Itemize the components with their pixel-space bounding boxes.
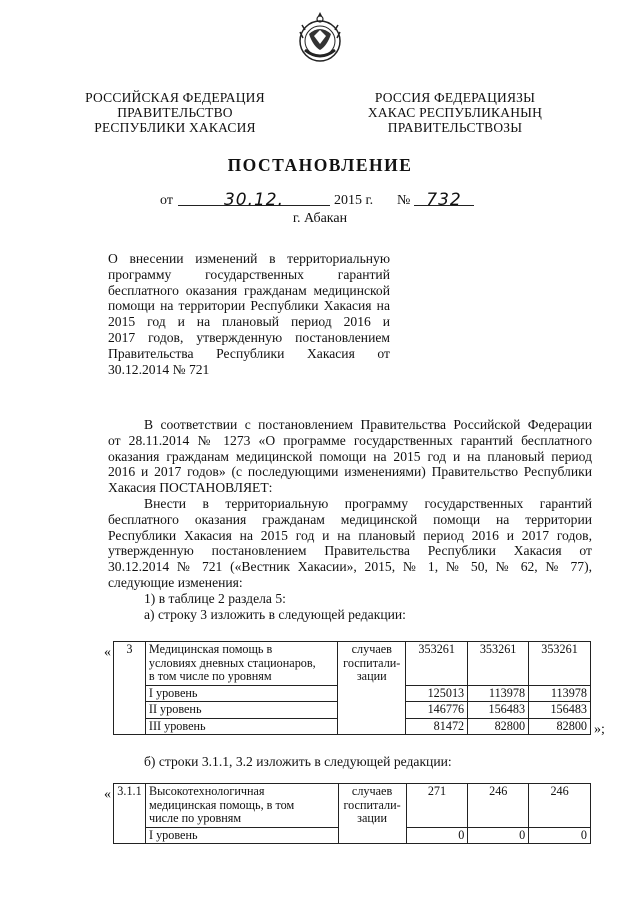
- row-name-line: Медицинская помощь в: [148, 642, 273, 656]
- date-prefix: от: [160, 193, 173, 208]
- value-2015: 81472: [406, 718, 468, 735]
- subject-line: Правительства Республики Хакасия от: [108, 345, 390, 361]
- body-item-1: [108, 591, 592, 623]
- header-right-line: РОССИЯ ФЕДЕРАЦИЯЗЫ: [374, 90, 536, 105]
- unit-line: случаев: [351, 784, 393, 798]
- level-label: I уровень: [145, 827, 338, 844]
- row-name-line: условиях дневных стационаров,: [148, 655, 316, 670]
- subject-block: [108, 251, 390, 377]
- subject-line: 2017 годов, утвержденную постановлением: [108, 329, 390, 345]
- header-left-line: РОССИЙСКАЯ ФЕДЕРАЦИЯ: [85, 90, 265, 105]
- subject-line: бесплатного оказания гражданам медицинской: [108, 282, 390, 298]
- header-right-line: ПРАВИТЕЛЬСТВОЗЫ: [387, 120, 523, 135]
- body-line: Внести в территориальную программу государственных гарантий: [144, 496, 592, 511]
- subject-line: 2015 год и на плановый период 2016 и: [108, 314, 390, 330]
- unit-cell: [338, 784, 406, 844]
- value-2015: 125013: [406, 685, 468, 702]
- level-label: II уровень: [145, 702, 337, 719]
- value-2015: 146776: [406, 702, 468, 719]
- body-line: В соответствии с постановлением Правительства Российской Федерации: [144, 417, 592, 432]
- document-title: ПОСТАНОВЛЕНИЕ: [227, 155, 413, 175]
- value-2017: 82800: [529, 718, 591, 735]
- row-name-line: медицинская помощь, в том: [148, 797, 295, 812]
- body-line: утвержденную постановлением Правительства Республики Хакасия от: [108, 543, 592, 559]
- value-2017: 0: [529, 827, 591, 844]
- table-row: [114, 784, 591, 828]
- body-line: Республики Хакасия на 2015 год и на плановый период 2016 и 2017 годов,: [108, 527, 592, 543]
- table-row: [114, 642, 591, 686]
- number-handwritten: 732: [426, 190, 462, 210]
- unit-line: зации: [357, 811, 387, 825]
- table-row-3: [113, 641, 591, 735]
- row-name-cell: [145, 642, 337, 686]
- subject-line: 30.12.2014 № 721: [108, 361, 210, 377]
- body-line: от 28.11.2014 № 1273 «О программе государственных гарантий бесплатного: [108, 432, 592, 448]
- body-line: б) строки 3.1.1, 3.2 изложить в следующей редакции:: [144, 754, 452, 769]
- header-right-block: [345, 90, 565, 135]
- body-line: а) строку 3 изложить в следующей редакции:: [144, 606, 406, 622]
- value-2017: 113978: [529, 685, 591, 702]
- subject-line: О внесении изменений в территориальную: [108, 251, 390, 266]
- row-number: 3: [114, 642, 146, 735]
- level-label: I уровень: [145, 685, 337, 702]
- city: г. Абакан: [292, 211, 348, 226]
- value-2015: 0: [406, 827, 468, 844]
- body-item-b: [108, 754, 592, 770]
- body-line: 1) в таблице 2 раздела 5:: [144, 591, 286, 606]
- value-2017: 246: [529, 784, 591, 828]
- value-2016: 156483: [468, 702, 529, 719]
- header-right-line: ХАКАС РЕСПУБЛИКАНЫҢ: [367, 105, 543, 120]
- number-field: [414, 190, 474, 210]
- value-2015: 271: [406, 784, 468, 828]
- value-2016: 82800: [468, 718, 529, 735]
- unit-line: госпитали-: [343, 655, 401, 670]
- unit-line: зации: [356, 669, 387, 683]
- body-line: 2016 и 2017 годов» (с последующими изменениями) Правительство Республики: [108, 464, 592, 480]
- value-2015: 353261: [406, 642, 468, 686]
- body-line: бесплатного оказания гражданам медицинской помощи на территории: [108, 511, 592, 527]
- khakassia-coat-of-arms-icon: [297, 10, 343, 64]
- unit-cell: [338, 642, 406, 735]
- date-field: [178, 190, 330, 210]
- value-2016: 246: [468, 784, 529, 828]
- row-name-line: в том числе по уровням: [148, 669, 272, 683]
- date-handwritten: 30.12.: [223, 190, 285, 210]
- number-sign: №: [397, 193, 411, 208]
- value-2016: 353261: [468, 642, 529, 686]
- value-2017: 353261: [529, 642, 591, 686]
- body-line: оказания гражданам медицинской помощи на 2015 год и на плановый период: [108, 448, 592, 464]
- body-line: Хакасия ПОСТАНОВЛЯЕТ:: [108, 480, 273, 496]
- row-name-line: числе по уровням: [148, 811, 242, 825]
- open-quote: «: [104, 787, 111, 802]
- value-2017: 156483: [529, 702, 591, 719]
- unit-line: случаев: [351, 642, 392, 656]
- unit-line: госпитали-: [343, 797, 401, 812]
- subject-line: программу государственных гарантий: [108, 266, 390, 282]
- body-paragraph-2: [108, 496, 592, 591]
- table-row-3-1-1: [113, 783, 591, 844]
- row-name-line: Высокотехнологичная: [148, 784, 265, 798]
- value-2016: 113978: [468, 685, 529, 702]
- level-label: III уровень: [145, 718, 337, 735]
- open-quote: «: [104, 645, 111, 660]
- close-quote: »;: [594, 722, 605, 737]
- row-number: 3.1.1: [114, 784, 146, 844]
- value-2016: 0: [468, 827, 529, 844]
- body-line: 30.12.2014 № 721 («Вестник Хакасии», 2015, № 1, № 50, № 62, № 77),: [108, 559, 592, 575]
- header-left-line: РЕСПУБЛИКИ ХАКАСИЯ: [94, 120, 256, 135]
- body-line: следующие изменения:: [108, 574, 243, 590]
- body-paragraph-1: [108, 417, 592, 496]
- row-name-cell: [145, 784, 338, 828]
- header-left-block: [70, 90, 280, 135]
- subject-line: помощи на территории Республики Хакасия на: [108, 298, 390, 314]
- year-label: 2015 г.: [334, 193, 374, 208]
- header-left-line: ПРАВИТЕЛЬСТВО: [117, 105, 233, 120]
